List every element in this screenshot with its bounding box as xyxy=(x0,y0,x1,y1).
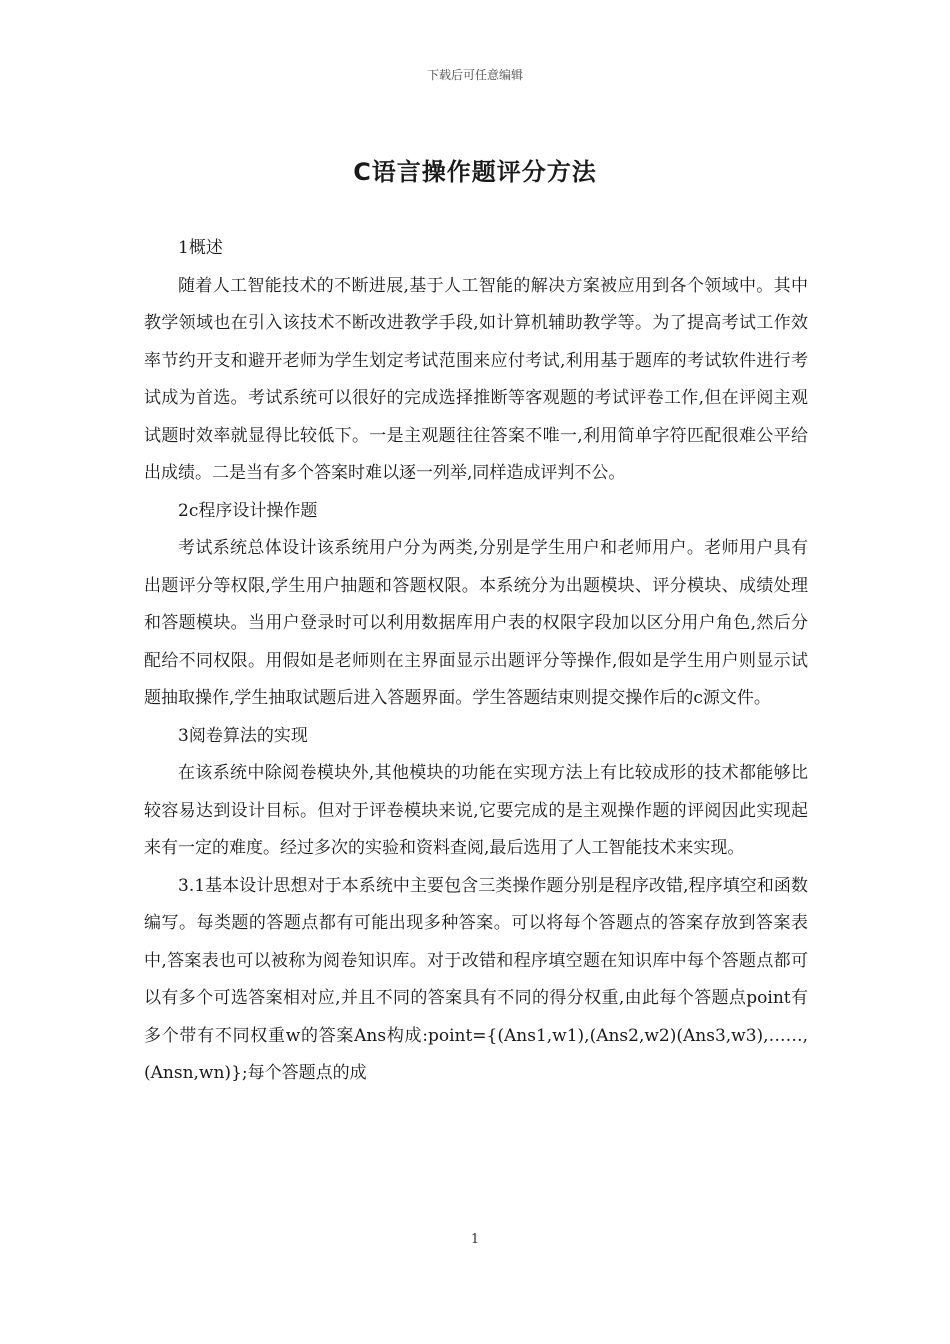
paragraph-overview: 随着人工智能技术的不断进展,基于人工智能的解决方案被应用到各个领域中。其中教学领域也在引入该技术不断改进教学手段,如计算机辅助教学等。为了提高考试工作效率节约开支和避开老师为学生划定考试范围来应付考试,利用基于题库的考试软件进行考试成为首选。考试系统可以很好的完成选择推断等客观题的考试评卷工作,但在评阅主观试题时效率就显得比较低下。一是主观题往往答案不唯一,利用简单字符匹配很难公平给出成绩。二是当有多个答案时难以逐一列举,同样造成评判不公。 xyxy=(144,275,808,483)
document-title: C语言操作题评分方法 xyxy=(353,158,597,186)
paragraph-algorithm-intro: 在该系统中除阅卷模块外,其他模块的功能在实现方法上有比较成形的技术都能够比较容易达到设计目标。但对于评卷模块来说,它要完成的是主观操作题的评阅因此实现起来有一定的难度。经过多次的实验和资料查阅,最后选用了人工智能技术来实现。 xyxy=(144,763,808,858)
paragraph-system-design: 考试系统总体设计该系统用户分为两类,分别是学生用户和老师用户。老师用户具有出题评分等权限,学生用户抽题和答题权限。本系统分为出题模块、评分模块、成绩处理和答题模块。当用户登录时可以利用数据库用户表的权限字段加以区分用户角色,然后分配给不同权限。用假如是老师则在主界面显示出题评分等操作,假如是学生用户则显示试题抽取操作,学生抽取试题后进入答题界面。学生答题结束则提交操作后的c源文件。 xyxy=(144,538,808,708)
page-header: 下载后可任意编辑 xyxy=(426,68,523,82)
paragraph-design-idea: 3.1基本设计思想对于本系统中主要包含三类操作题分别是程序改错,程序填空和函数编写。每类题的答题点都有可能出现多种答案。可以将每个答题点的答案存放到答案表中,答案表也可以被称为阅卷知识库。对于改错和程序填空题在知识库中每个答题点都可以有多个可选答案相对应,并且不同的答案具有不同的得分权重,由此每个答题点point有多个带有不同权重w的答案Ans构成:point={(Ans1,w1),(Ans2,w2)(Ans3,w3),……,(Ansn,wn)};每个答题点的成 xyxy=(144,875,808,1083)
document-body xyxy=(144,230,808,1093)
page-number: 1 xyxy=(470,1232,480,1247)
section-heading-overview: 1概述 xyxy=(178,238,223,258)
section-heading-algorithm: 3阅卷算法的实现 xyxy=(178,725,308,746)
section-heading-c-programming: 2c程序设计操作题 xyxy=(178,500,318,521)
